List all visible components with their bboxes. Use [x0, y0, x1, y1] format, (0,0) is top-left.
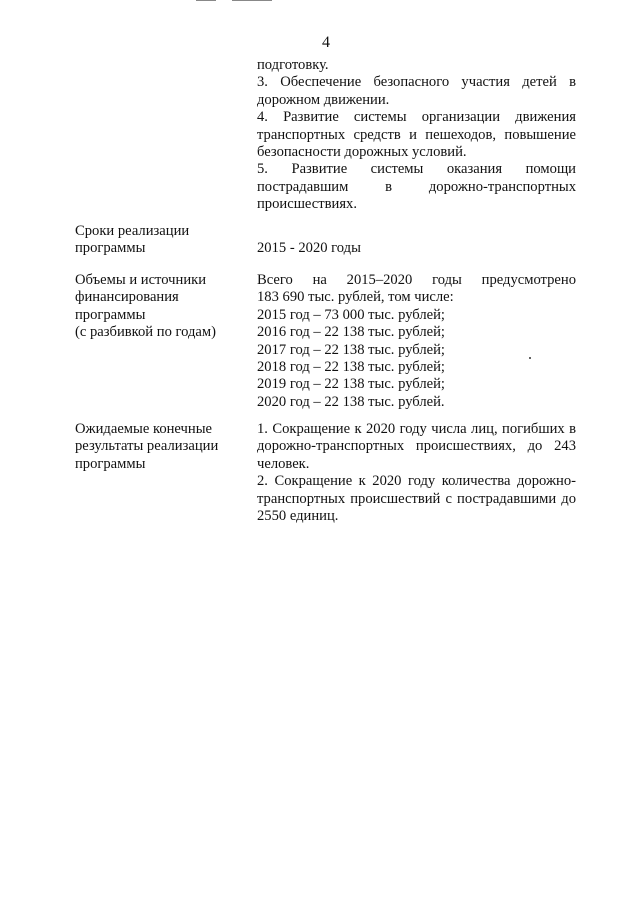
value-line: человек.	[257, 455, 310, 472]
funding-year-line: 2019 год – 22 138 тыс. рублей;	[257, 376, 445, 393]
text-line: дорожном движении.	[257, 91, 390, 108]
label-line: Сроки реализации	[75, 223, 190, 239]
scan-artifact	[196, 0, 216, 1]
value-line: 2015 - 2020 годы	[257, 240, 361, 256]
program-tasks-continuation	[257, 57, 576, 214]
text-line: транспортных средств и пешеходов, повышение	[257, 126, 576, 143]
value-line: дорожно-транспортных происшествиях, до 243	[257, 438, 576, 455]
value-line: 2550 единиц.	[257, 508, 339, 525]
text-line: 4. Развитие системы организации движения	[257, 109, 576, 126]
label-line: программы	[75, 306, 146, 323]
value-line: 183 690 тыс. рублей, том числе:	[257, 289, 454, 306]
text-line: подготовку.	[257, 57, 329, 73]
funding-year-line: 2020 год – 22 138 тыс. рублей.	[257, 393, 445, 410]
text-line: происшествиях.	[257, 196, 357, 213]
value-line: Всего на 2015–2020 годы предусмотрено	[257, 272, 576, 288]
text-line: 3. Обеспечение безопасного участия детей в	[257, 74, 576, 91]
value-line: 2. Сокращение к 2020 году количества дорожно-	[257, 473, 576, 490]
label-line: Объемы и источники	[75, 272, 207, 288]
label-line: финансирования	[75, 289, 179, 306]
text-line: 5. Развитие системы оказания помощи	[257, 161, 576, 178]
terms-value	[257, 240, 576, 257]
terms-label	[75, 223, 245, 258]
label-line: результаты реализации	[75, 438, 219, 455]
scan-artifact	[232, 0, 272, 1]
funding-year-line: 2015 год – 73 000 тыс. рублей;	[257, 306, 445, 323]
text-line: безопасности дорожных условий.	[257, 144, 467, 161]
scan-speck	[529, 357, 531, 359]
label-line: (с разбивкой по годам)	[75, 324, 217, 341]
value-line: транспортных происшествий с пострадавшими до	[257, 490, 576, 507]
label-line: Ожидаемые конечные	[75, 421, 212, 437]
funding-year-line: 2016 год – 22 138 тыс. рублей;	[257, 324, 445, 341]
funding-year-line: 2018 год – 22 138 тыс. рублей;	[257, 359, 445, 376]
page-number: 4	[322, 34, 330, 51]
funding-value	[257, 272, 576, 411]
label-line: программы	[75, 240, 146, 257]
value-line: 1. Сокращение к 2020 году числа лиц, погибших в	[257, 421, 576, 437]
text-line: пострадавшим в дорожно-транспортных	[257, 178, 576, 195]
label-line: программы	[75, 455, 146, 472]
results-value	[257, 421, 576, 525]
funding-year-line: 2017 год – 22 138 тыс. рублей;	[257, 341, 445, 358]
funding-label	[75, 272, 245, 342]
results-label	[75, 421, 245, 473]
